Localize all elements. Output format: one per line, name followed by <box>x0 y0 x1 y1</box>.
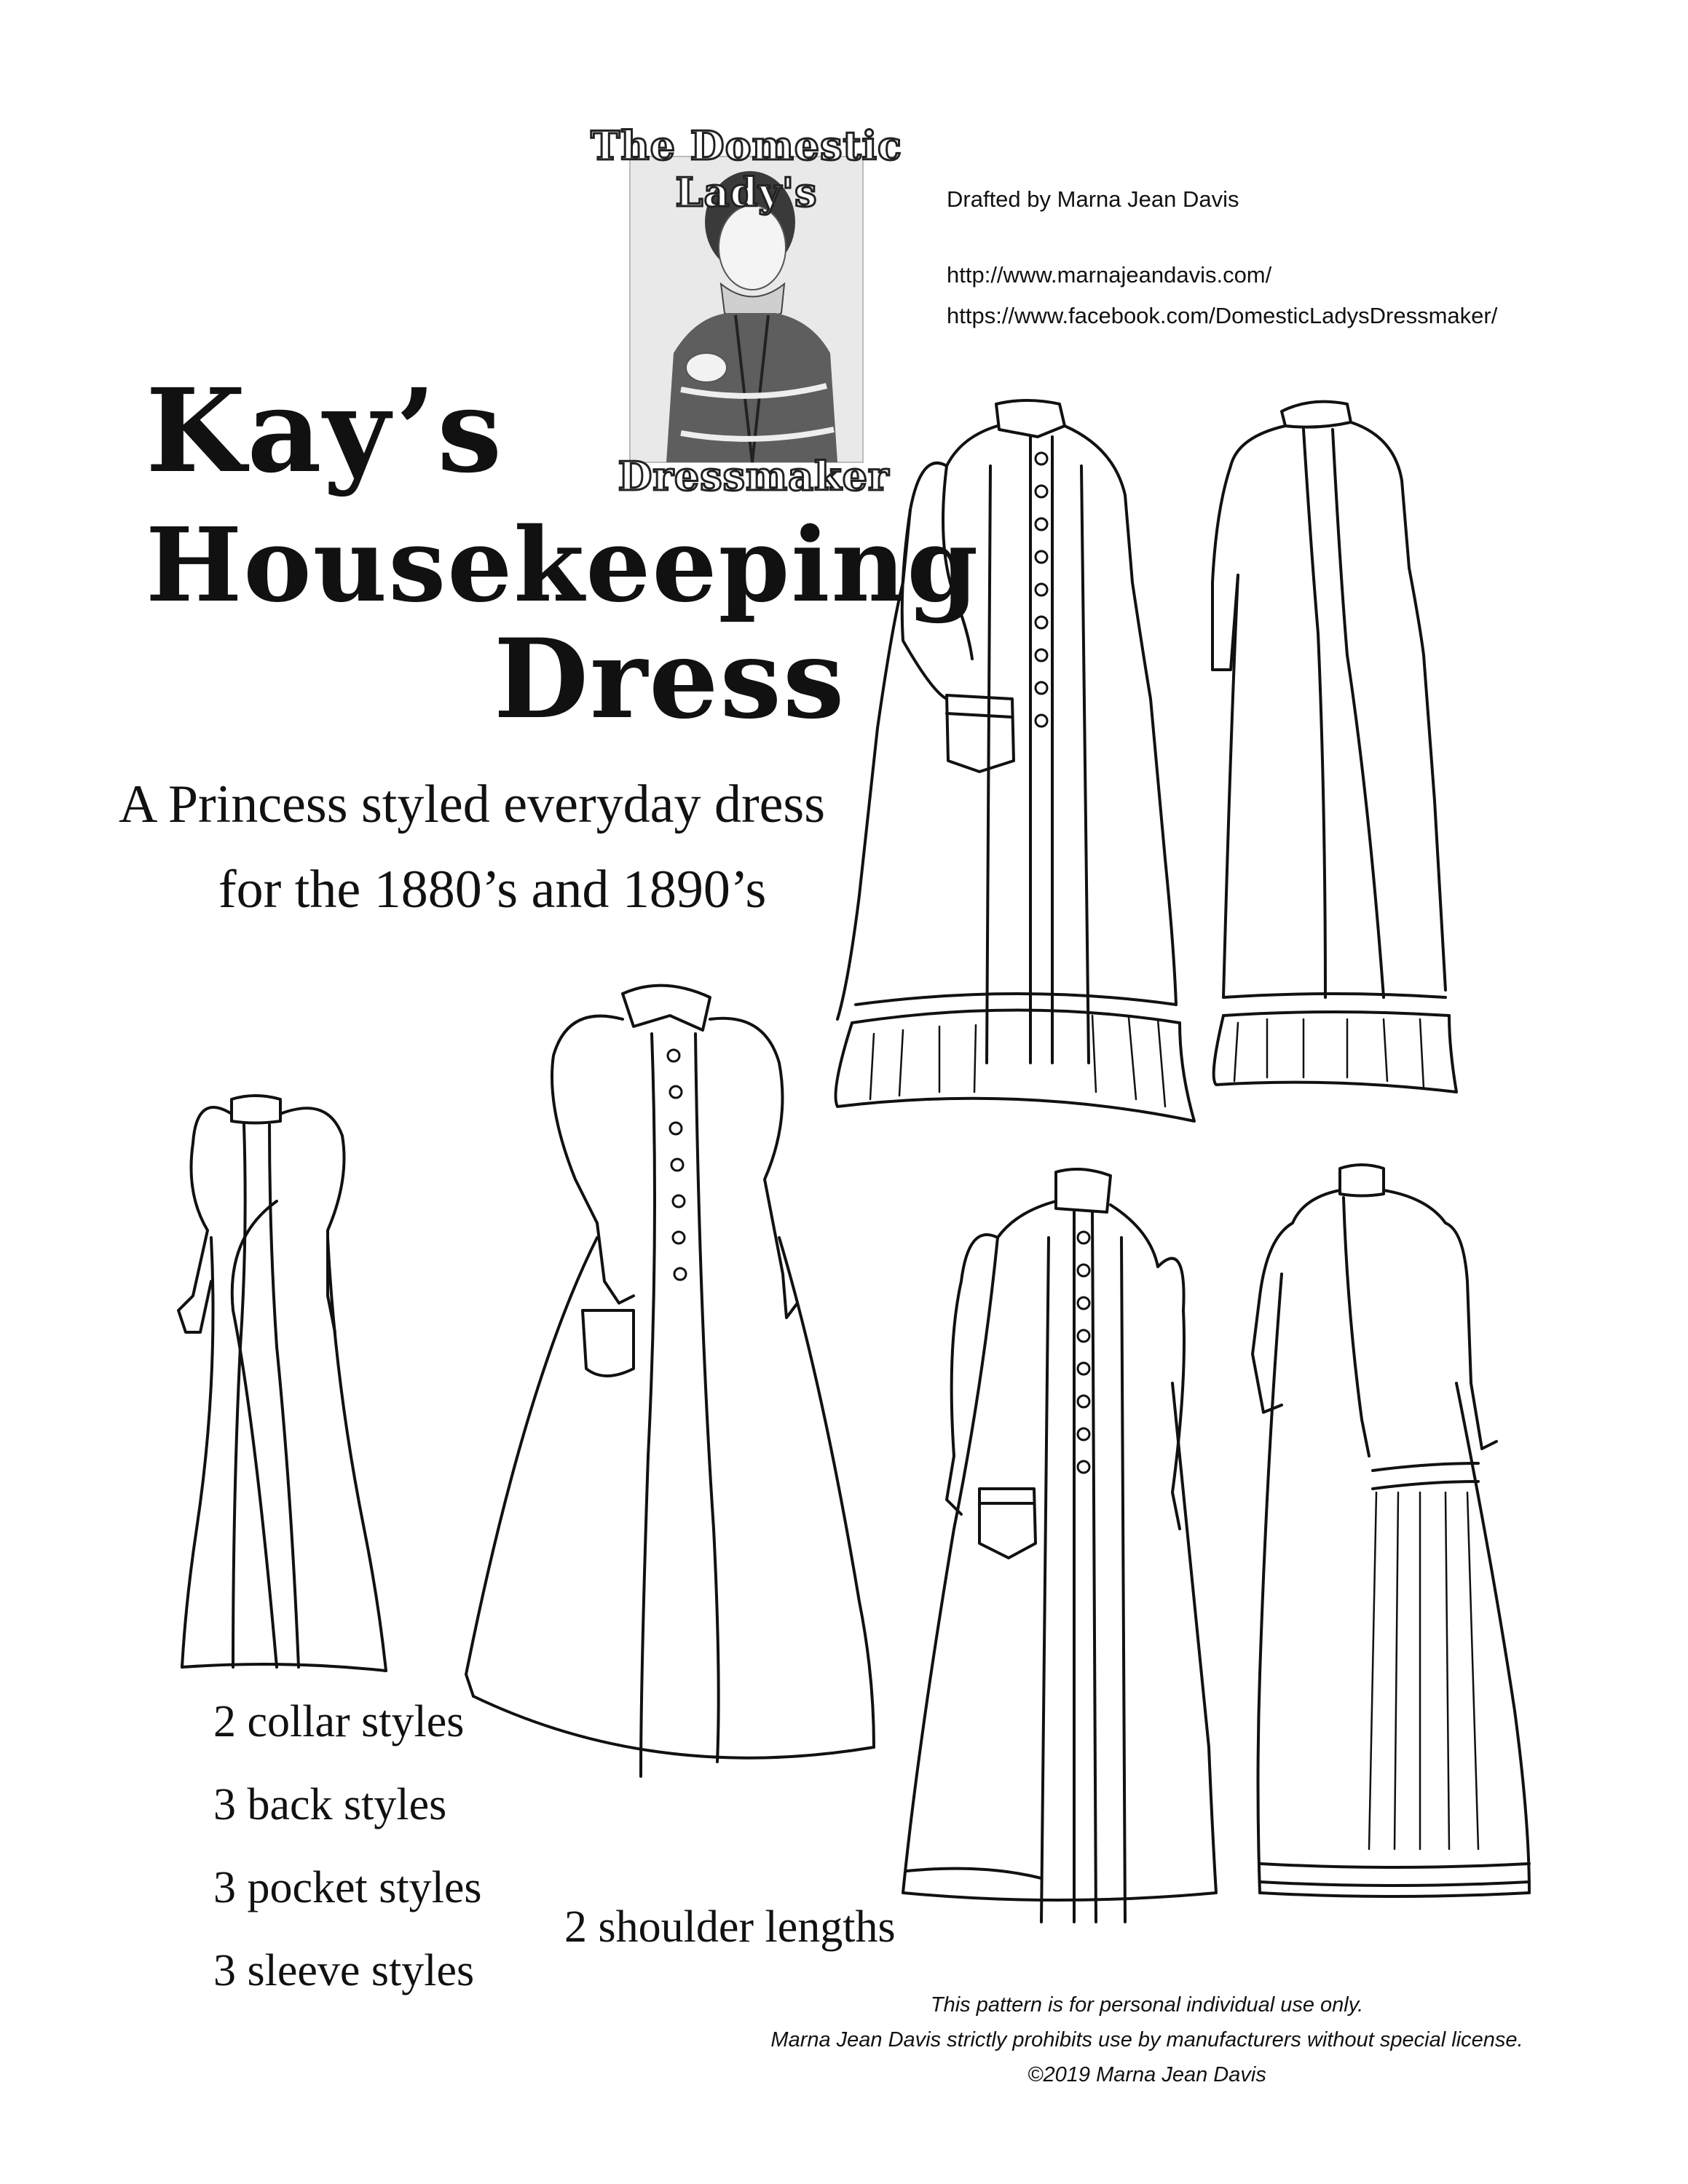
drafted-by-credit: Drafted by Marna Jean Davis <box>947 186 1239 212</box>
feature-back-styles: 3 back styles <box>213 1780 447 1829</box>
usage-notice: This pattern is for personal individual use only. <box>930 1993 1364 2017</box>
dress-back-puff <box>178 1096 386 1671</box>
facebook-link[interactable]: https://www.facebook.com/DomesticLadysDressmaker/ <box>947 303 1498 328</box>
subtitle-line-2: for the 1880’s and 1890’s <box>218 860 767 919</box>
feature-pocket-styles: 3 pocket styles <box>213 1863 482 1912</box>
feature-shoulder-lengths: 2 shoulder lengths <box>564 1902 896 1952</box>
title-line-2: Housekeeping <box>146 506 980 625</box>
logo-bottom-text: Dressmaker <box>618 453 890 499</box>
dress-back-gathered <box>1253 1165 1529 1896</box>
copyright-notice: ©2019 Marna Jean Davis <box>1028 2063 1266 2086</box>
license-notice: Marna Jean Davis strictly prohibits use by manufacturers without special license. <box>770 2028 1523 2052</box>
dress-front-stand-collar <box>903 1169 1216 1922</box>
logo-top-text: The Domestic Lady's <box>591 122 902 215</box>
subtitle-line-1: A Princess styled everyday dress <box>119 775 826 834</box>
title-line-1: Kay’s <box>146 364 504 499</box>
website-link[interactable]: http://www.marnajeandavis.com/ <box>947 262 1272 288</box>
dress-front-puff <box>466 986 874 1776</box>
title-line-3: Dress <box>494 615 846 743</box>
dress-back-ruffle <box>1212 402 1456 1092</box>
dress-front-ruffle <box>836 400 1195 1121</box>
feature-collar-styles: 2 collar styles <box>213 1697 465 1746</box>
feature-sleeve-styles: 3 sleeve styles <box>213 1946 475 1995</box>
